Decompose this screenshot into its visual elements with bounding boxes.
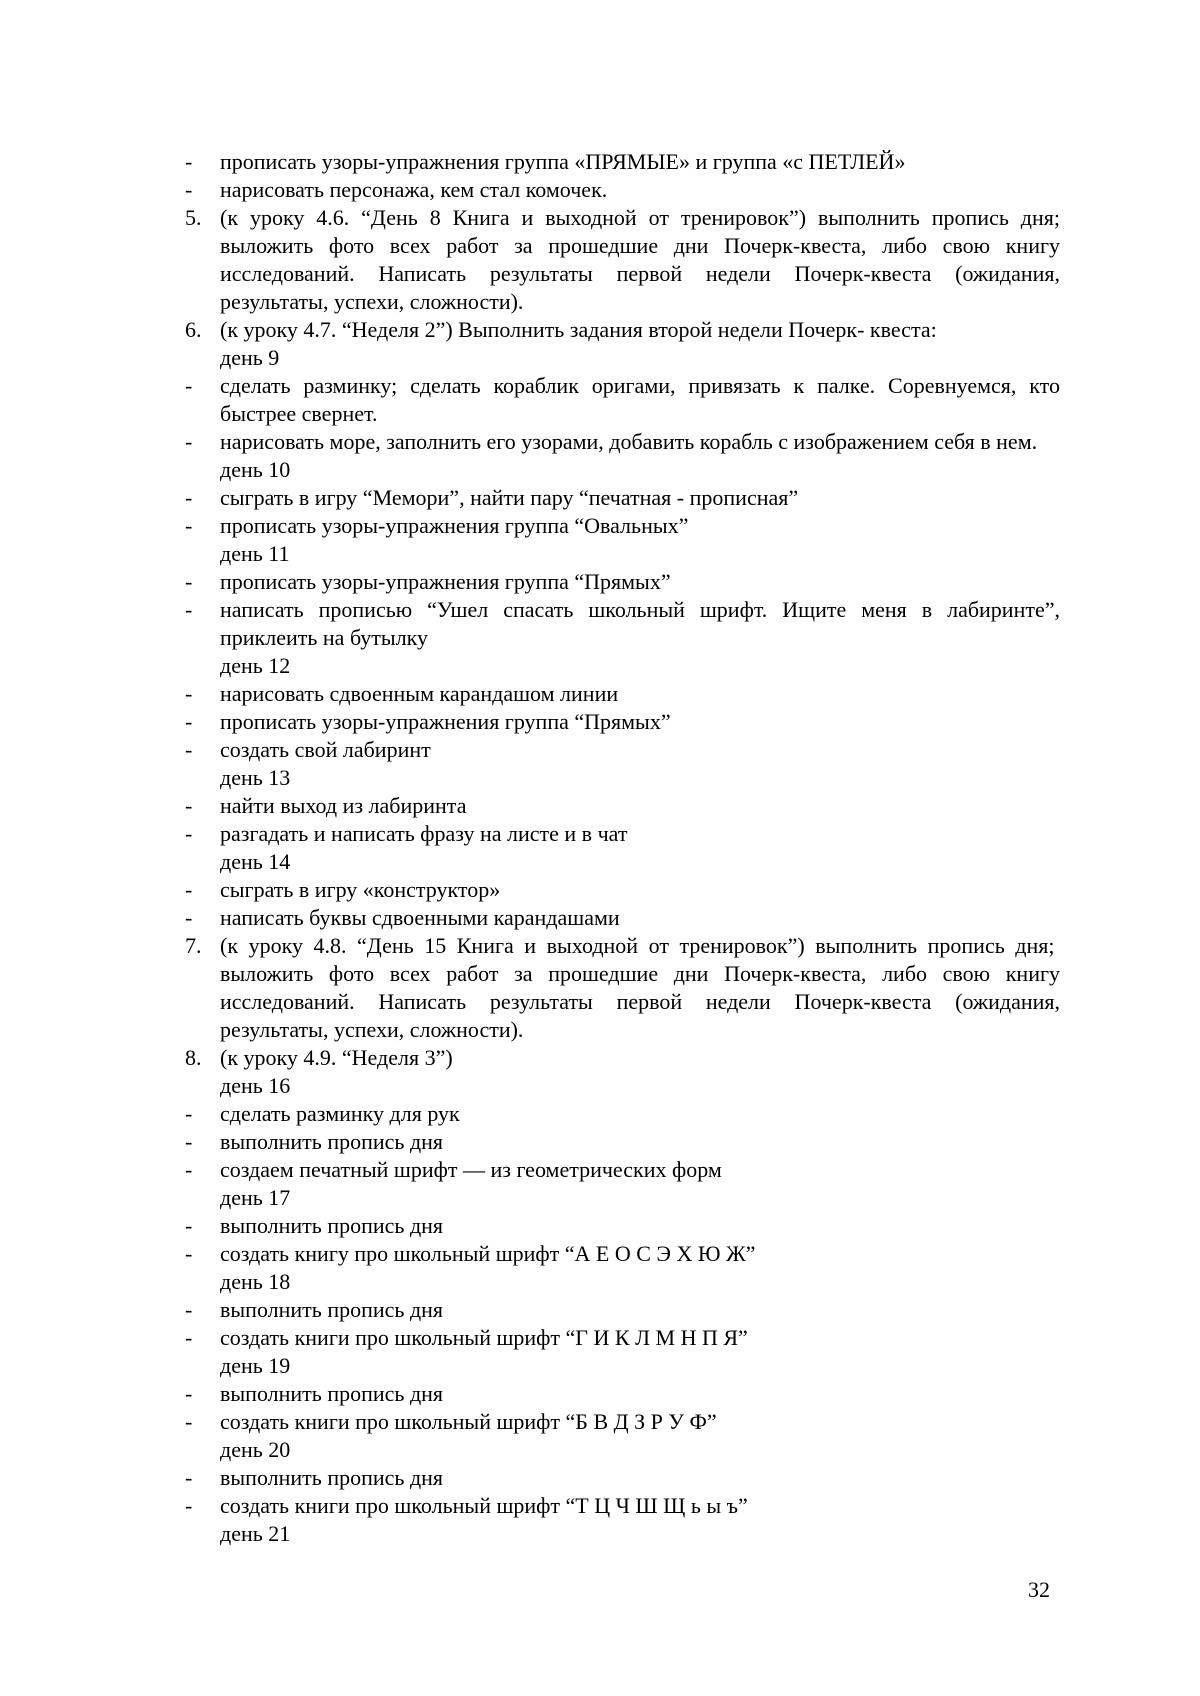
- item-text: прописать узоры-упражнения группа “Овальных”: [220, 513, 689, 538]
- item-text: выполнить пропись дня: [220, 1297, 444, 1322]
- item-text: прописать узоры-упражнения группа “Прямых”: [220, 569, 671, 594]
- item-text: прописать узоры-упражнения группа «ПРЯМЫЕ» и группа «с ПЕТЛЕЙ»: [220, 149, 906, 174]
- item-text: день 18: [220, 1269, 291, 1294]
- item-text: создать книги про школьный шрифт “Г И К Л М Н П Я”: [220, 1325, 748, 1350]
- item-text: нарисовать море, заполнить его узорами, добавить корабль с изображением себя в нем.: [220, 429, 1038, 454]
- item-text: создать книги про школьный шрифт “Т Ц Ч Ш Щ ь ы ъ”: [220, 1493, 748, 1518]
- item-marker: -: [185, 793, 193, 818]
- item-text: выполнить пропись дня: [220, 1465, 444, 1490]
- bulleted-list-item: [185, 1100, 1060, 1128]
- item-text: день 17: [220, 1185, 291, 1210]
- day-label-line: [185, 1436, 1060, 1464]
- day-label-line: [185, 764, 1060, 792]
- numbered-list-item: [185, 1044, 1060, 1072]
- item-text: день 19: [220, 1353, 291, 1378]
- item-marker: -: [185, 905, 193, 930]
- item-text: сыграть в игру “Мемори”, найти пару “печатная - прописная”: [220, 485, 799, 510]
- item-text: создаем печатный шрифт — из геометрических форм: [220, 1157, 722, 1182]
- bulleted-list-item: [185, 1324, 1060, 1352]
- day-label-line: [185, 1520, 1060, 1548]
- day-label-line: [185, 1184, 1060, 1212]
- bulleted-list-item: [185, 680, 1060, 708]
- item-text: день 14: [220, 849, 291, 874]
- item-text: день 11: [220, 541, 290, 566]
- item-marker: -: [185, 177, 193, 202]
- item-marker: -: [185, 1381, 193, 1406]
- item-text: (к уроку 4.9. “Неделя 3”): [220, 1045, 453, 1070]
- day-label-line: [185, 344, 1060, 372]
- item-marker: -: [185, 1101, 193, 1126]
- item-marker: -: [185, 681, 193, 706]
- item-text: создать свой лабиринт: [220, 737, 431, 762]
- day-label-line: [185, 540, 1060, 568]
- item-text: (к уроку 4.8. “День 15 Книга и выходной от тренировок”) выполнить пропись дня; выложить фото всех работ за прошедшие дни Почерк-квеста, либо свою книгу исследований. Написать результаты первой недели Почерк-квеста (ожидания, результаты, успехи, сложности).: [220, 933, 1060, 1042]
- item-text: создать книги про школьный шрифт “Б В Д З Р У Ф”: [220, 1409, 717, 1434]
- item-marker: -: [185, 1465, 193, 1490]
- item-text: сделать разминку для рук: [220, 1101, 460, 1126]
- bulleted-list-item: [185, 596, 1060, 652]
- item-marker: -: [185, 1213, 193, 1238]
- item-text: день 13: [220, 765, 291, 790]
- item-text: день 16: [220, 1073, 291, 1098]
- bulleted-list-item: [185, 1212, 1060, 1240]
- item-marker: -: [185, 1493, 193, 1518]
- item-marker: -: [185, 429, 193, 454]
- bulleted-list-item: [185, 1156, 1060, 1184]
- day-label-line: [185, 1072, 1060, 1100]
- bulleted-list-item: [185, 148, 1060, 176]
- bulleted-list-item: [185, 1128, 1060, 1156]
- item-marker: 6.: [185, 317, 202, 342]
- page-number: 32: [1028, 1577, 1050, 1602]
- item-marker: 5.: [185, 205, 202, 230]
- item-marker: 7.: [185, 933, 202, 958]
- bulleted-list-item: [185, 708, 1060, 736]
- numbered-list-item: [185, 204, 1060, 316]
- item-text: создать книгу про школьный шрифт “А Е О С Э Х Ю Ж”: [220, 1241, 756, 1266]
- item-text: написать буквы сдвоенными карандашами: [220, 905, 620, 930]
- bulleted-list-item: [185, 1408, 1060, 1436]
- item-text: день 10: [220, 457, 291, 482]
- item-text: выполнить пропись дня: [220, 1381, 444, 1406]
- bulleted-list-item: [185, 876, 1060, 904]
- item-text: нарисовать сдвоенным карандашом линии: [220, 681, 619, 706]
- numbered-list-item: [185, 316, 1060, 344]
- day-label-line: [185, 1352, 1060, 1380]
- day-label-line: [185, 456, 1060, 484]
- bulleted-list-item: [185, 568, 1060, 596]
- item-text: день 21: [220, 1521, 291, 1546]
- numbered-list-item: [185, 932, 1060, 1044]
- item-text: день 12: [220, 653, 291, 678]
- item-text: выполнить пропись дня: [220, 1213, 444, 1238]
- item-text: нарисовать персонажа, кем стал комочек.: [220, 177, 608, 202]
- day-label-line: [185, 652, 1060, 680]
- day-label-line: [185, 1268, 1060, 1296]
- item-text: (к уроку 4.7. “Неделя 2”) Выполнить задания второй недели Почерк- квеста:: [220, 317, 937, 342]
- item-marker: -: [185, 821, 193, 846]
- bulleted-list-item: [185, 1464, 1060, 1492]
- day-label-line: [185, 848, 1060, 876]
- item-marker: -: [185, 149, 193, 174]
- bulleted-list-item: [185, 484, 1060, 512]
- item-marker: -: [185, 373, 193, 398]
- item-text: день 9: [220, 345, 280, 370]
- item-text: разгадать и написать фразу на листе и в чат: [220, 821, 628, 846]
- item-marker: -: [185, 1297, 193, 1322]
- item-marker: -: [185, 1129, 193, 1154]
- item-marker: -: [185, 513, 193, 538]
- task-list: [185, 148, 1060, 1548]
- item-marker: -: [185, 1241, 193, 1266]
- item-marker: -: [185, 709, 193, 734]
- item-marker: -: [185, 877, 193, 902]
- bulleted-list-item: [185, 1380, 1060, 1408]
- bulleted-list-item: [185, 904, 1060, 932]
- item-marker: -: [185, 597, 193, 622]
- item-text: (к уроку 4.6. “День 8 Книга и выходной от тренировок”) выполнить пропись дня; выложить фото всех работ за прошедшие дни Почерк-квеста, либо свою книгу исследований. Написать результаты первой недели Почерк-квеста (ожидания, результаты, успехи, сложности).: [220, 205, 1060, 314]
- item-marker: -: [185, 1409, 193, 1434]
- item-text: сыграть в игру «конструктор»: [220, 877, 501, 902]
- item-text: сделать разминку; сделать кораблик оригами, привязать к палке. Соревнуемся, кто быстрее свернет.: [220, 373, 1060, 426]
- item-text: выполнить пропись дня: [220, 1129, 444, 1154]
- bulleted-list-item: [185, 1240, 1060, 1268]
- bulleted-list-item: [185, 736, 1060, 764]
- item-text: найти выход из лабиринта: [220, 793, 467, 818]
- bulleted-list-item: [185, 512, 1060, 540]
- bulleted-list-item: [185, 1492, 1060, 1520]
- item-text: день 20: [220, 1437, 291, 1462]
- item-marker: -: [185, 1325, 193, 1350]
- bulleted-list-item: [185, 792, 1060, 820]
- item-text: написать прописью “Ушел спасать школьный шрифт. Ищите меня в лабиринте”, приклеить на бутылку: [220, 597, 1060, 650]
- item-marker: -: [185, 485, 193, 510]
- item-marker: -: [185, 737, 193, 762]
- item-marker: -: [185, 1157, 193, 1182]
- item-text: прописать узоры-упражнения группа “Прямых”: [220, 709, 671, 734]
- item-marker: 8.: [185, 1045, 202, 1070]
- item-marker: -: [185, 569, 193, 594]
- bulleted-list-item: [185, 820, 1060, 848]
- bulleted-list-item: [185, 1296, 1060, 1324]
- bulleted-list-item: [185, 428, 1060, 456]
- bulleted-list-item: [185, 176, 1060, 204]
- bulleted-list-item: [185, 372, 1060, 428]
